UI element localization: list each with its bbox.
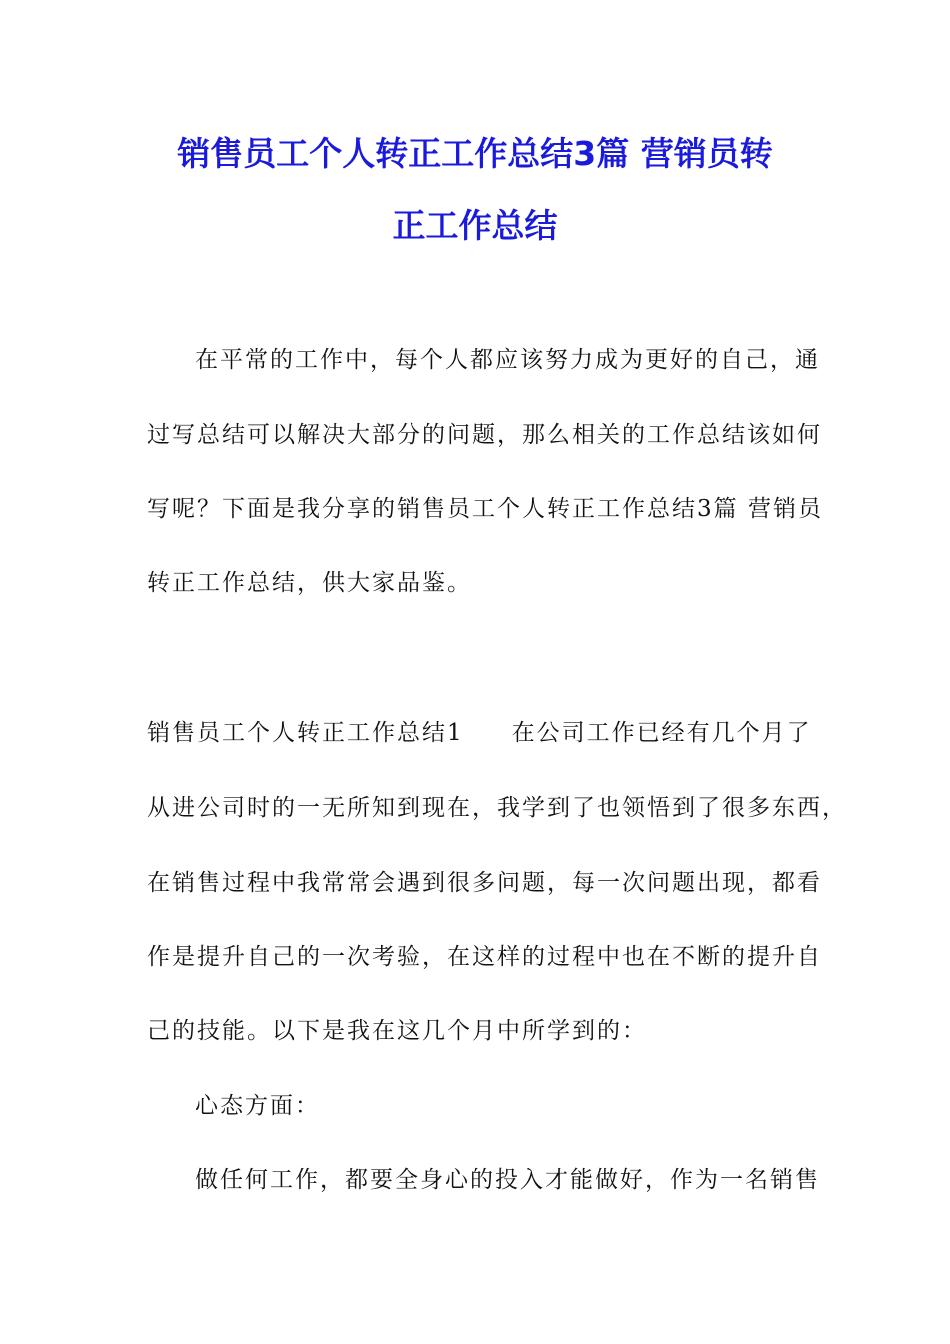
section-1-line-5: 己的技能。以下是我在这几个月中所学到的：	[147, 1018, 647, 1044]
intro-line-4: 转正工作总结，供大家品鉴。	[147, 570, 472, 596]
document-title-line-1: 销售员工个人转正工作总结3篇 营销员转	[177, 134, 773, 173]
section-1-first-text: 在公司工作已经有几个月了	[511, 720, 812, 746]
section-1-heading: 销售员工个人转正工作总结1	[147, 720, 464, 746]
section-1-first-line	[147, 718, 812, 748]
intro-line-3: 写呢？下面是我分享的销售员工个人转正工作总结3篇 营销员	[147, 496, 823, 522]
section-1-line-4: 作是提升自己的一次考验，在这样的过程中也在不断的提升自	[147, 944, 822, 970]
intro-line-2: 过写总结可以解决大部分的问题，那么相关的工作总结该如何	[147, 422, 822, 448]
section-1-line-3: 在销售过程中我常常会遇到很多问题，每一次问题出现，都看	[147, 870, 822, 896]
paragraph-last-line: 做任何工作，都要全身心的投入才能做好，作为一名销售	[195, 1167, 820, 1193]
subheading-attitude: 心态方面：	[195, 1093, 320, 1119]
intro-line-1: 在平常的工作中，每个人都应该努力成为更好的自己，通	[195, 347, 820, 373]
section-1-line-2: 从进公司时的一无所知到现在，我学到了也领悟到了很多东西，	[147, 795, 847, 821]
document-title-line-2: 正工作总结	[392, 206, 558, 245]
